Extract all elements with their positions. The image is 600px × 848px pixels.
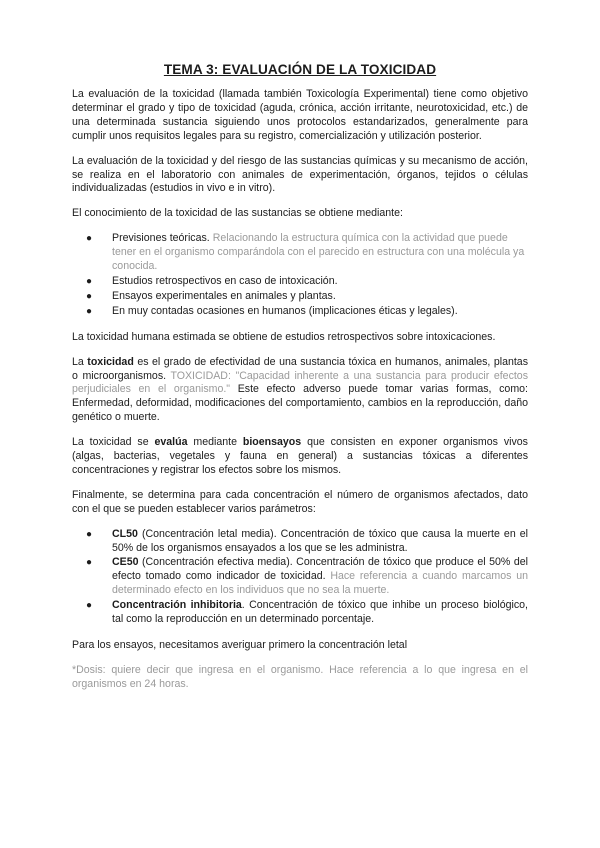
bullet-icon: ● <box>86 233 93 245</box>
paragraph-lethal-concentration: Para los ensayos, necesitamos averiguar primero la concentración letal <box>72 639 408 651</box>
paragraph-intro: La evaluación de la toxicidad (llamada también Toxicología Experimental) tiene como objetivo determinar el grado y tipo de toxicidad (aguda, crónica, acción irritante, neurotoxicidad, etc.) de una determinada sustancia siguiendo unos protocolos estandarizados, generalmente para cumplir unos requisitos legales para su registro, comercialización y utilización posterior. <box>72 88 528 142</box>
list-item: ● CE50 (Concentración efectiva media). Concentración de tóxico que produce el 50% del efecto tomado como indicador de toxicidad. Hace referencia a cuando marcamos un determinado efecto en los individuos que no sea la muerte. <box>86 556 528 597</box>
paragraph-toxicity-definition: La toxicidad es el grado de efectividad de una sustancia tóxica en humanos, animales, plantas o microorganismos. TOXICIDAD: "Capacidad inherente a una sustancia para producir efectos perjudiciales en el organismo." Este efecto adverso puede tomar varias formas, como: Enfermedad, deformidad, modificaciones del comportamiento, cambios en la reproducción, daño genético o muerte. <box>72 355 528 424</box>
bullet-icon: ● <box>86 600 93 612</box>
paragraph-bioassays: La toxicidad se evalúa mediante bioensayos que consisten en exponer organismos vivos (algas, bacterias, vegetales y fauna en general) a sustancias tóxicas a diferentes concentraciones y registrar los efectos sobre los mismos. <box>72 436 528 476</box>
paragraph-human-toxicity: La toxicidad humana estimada se obtiene de estudios retrospectivos sobre intoxicaciones. <box>72 330 496 343</box>
list-item: ● Estudios retrospectivos en caso de intoxicación. <box>86 274 338 287</box>
bullet-icon: ● <box>86 275 93 287</box>
bullet-icon: ● <box>86 290 93 302</box>
document-page <box>72 62 528 703</box>
bullet-icon: ● <box>86 557 93 569</box>
paragraph-laboratory: La evaluación de la toxicidad y del riesgo de las sustancias químicas y su mecanismo de acción, se realiza en el laboratorio con animales de experimentación, órganos, tejidos o células individualizadas (estudios in vivo e in vitro). <box>72 154 528 195</box>
list-item: ● En muy contadas ocasiones en humanos (implicaciones éticas y legales). <box>86 304 458 317</box>
bullet-icon: ● <box>86 528 93 540</box>
list-item: ● CL50 (Concentración letal media). Concentración de tóxico que causa la muerte en el 50% de los organismos ensayados a los que se les administra. <box>86 527 528 554</box>
bullet-icon: ● <box>86 305 93 317</box>
list-item: ● Ensayos experimentales en animales y plantas. <box>86 289 336 302</box>
paragraph-parameters: Finalmente, se determina para cada concentración el número de organismos afectados, dato con el que se pueden establecer varios parámetros: <box>72 488 528 515</box>
page-title: TEMA 3: EVALUACIÓN DE LA TOXICIDAD <box>163 62 437 77</box>
list-item: ● Concentración inhibitoria. Concentración de tóxico que inhibe un proceso biológico, tal como la reproducción en un determinado porcentaje. <box>86 599 528 626</box>
knowledge-sources-list <box>72 232 528 318</box>
parameters-list <box>72 528 528 627</box>
footnote-dosis: *Dosis: quiere decir que ingresa en el organismo. Hace referencia a lo que ingresa en el organismos en 24 horas. <box>72 663 528 690</box>
list-item: ● Previsiones teóricas. Relacionando la estructura química con la actividad que puede tener en el organismo comparándola con el parecido en estructura con una molécula ya conocida. <box>86 232 525 273</box>
paragraph-knowledge: El conocimiento de la toxicidad de las sustancias se obtiene mediante: <box>72 207 403 220</box>
